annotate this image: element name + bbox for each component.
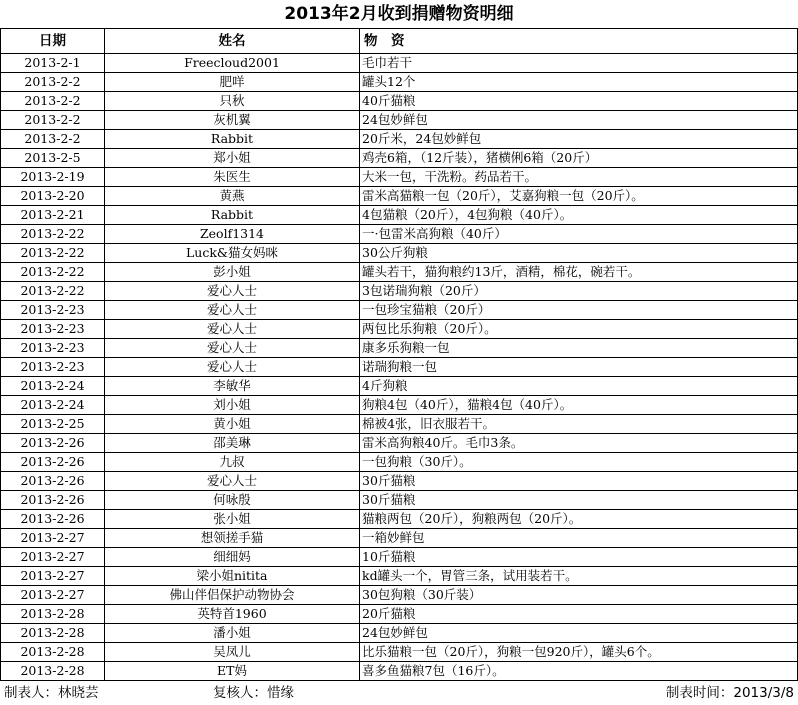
cell-name: 吴凤儿 — [105, 643, 360, 662]
cell-date: 2013-2-28 — [1, 643, 105, 662]
cell-items: 一箱妙鲜包 — [360, 529, 798, 548]
cell-name: 邵美琳 — [105, 434, 360, 453]
cell-name: 何咏殷 — [105, 491, 360, 510]
cell-name: 爱心人士 — [105, 339, 360, 358]
cell-name: Freecloud2001 — [105, 54, 360, 73]
cell-items: 比乐猫粮一包（20斤），狗粮一包920斤），罐头6个。 — [360, 643, 798, 662]
cell-name: 爱心人士 — [105, 301, 360, 320]
cell-items: 罐头12个 — [360, 73, 798, 92]
header-name: 姓名 — [105, 29, 360, 54]
header-items: 物 资 — [360, 29, 798, 54]
cell-date: 2013-2-26 — [1, 491, 105, 510]
header-date: 日期 — [1, 29, 105, 54]
cell-items: 4包猫粮（20斤），4包狗粮（40斤）。 — [360, 206, 798, 225]
cell-date: 2013-2-28 — [1, 605, 105, 624]
cell-name: Luck&猫女妈咪 — [105, 244, 360, 263]
table-row — [1, 605, 798, 624]
cell-date: 2013-2-25 — [1, 415, 105, 434]
cell-name: 李敏华 — [105, 377, 360, 396]
cell-items: 4斤狗粮 — [360, 377, 798, 396]
table-row — [1, 472, 798, 491]
cell-name: 梁小姐nitita — [105, 567, 360, 586]
cell-date: 2013-2-19 — [1, 168, 105, 187]
table-row — [1, 434, 798, 453]
table-row — [1, 396, 798, 415]
date-label: 制表时间：2013/3/8 — [665, 685, 794, 701]
cell-name: 彭小姐 — [105, 263, 360, 282]
table-row — [1, 491, 798, 510]
cell-date: 2013-2-22 — [1, 263, 105, 282]
cell-date: 2013-2-28 — [1, 662, 105, 681]
cell-name: 刘小姐 — [105, 396, 360, 415]
table-row — [1, 567, 798, 586]
cell-date: 2013-2-22 — [1, 282, 105, 301]
cell-date: 2013-2-27 — [1, 529, 105, 548]
cell-date: 2013-2-26 — [1, 453, 105, 472]
cell-name: 想领搓手猫 — [105, 529, 360, 548]
table-body — [1, 54, 798, 681]
table-row — [1, 377, 798, 396]
cell-date: 2013-2-27 — [1, 586, 105, 605]
cell-name: 肥咩 — [105, 73, 360, 92]
cell-name: 灰机翼 — [105, 111, 360, 130]
cell-date: 2013-2-2 — [1, 111, 105, 130]
cell-date: 2013-2-2 — [1, 92, 105, 111]
cell-items: 两包比乐狗粮（20斤）。 — [360, 320, 798, 339]
cell-items: 20斤米，24包妙鲜包 — [360, 130, 798, 149]
cell-items: 20斤猫粮 — [360, 605, 798, 624]
table-row — [1, 149, 798, 168]
table-row — [1, 586, 798, 605]
cell-date: 2013-2-23 — [1, 320, 105, 339]
cell-items: 40斤猫粮 — [360, 92, 798, 111]
table-row — [1, 73, 798, 92]
cell-items: kd罐头一个，胃管三条，试用装若干。 — [360, 567, 798, 586]
table-row — [1, 225, 798, 244]
cell-items: 30公斤狗粮 — [360, 244, 798, 263]
cell-name: 佛山伴侣保护动物协会 — [105, 586, 360, 605]
cell-name: 爱心人士 — [105, 320, 360, 339]
cell-name: 细细妈 — [105, 548, 360, 567]
cell-date: 2013-2-2 — [1, 130, 105, 149]
table-row — [1, 168, 798, 187]
cell-date: 2013-2-21 — [1, 206, 105, 225]
cell-date: 2013-2-27 — [1, 567, 105, 586]
cell-items: 一·包雷米高狗粮（40斤） — [360, 225, 798, 244]
cell-items: 3包诺瑞狗粮（20斤） — [360, 282, 798, 301]
table-row — [1, 548, 798, 567]
cell-name: 张小姐 — [105, 510, 360, 529]
table-row — [1, 339, 798, 358]
cell-date: 2013-2-1 — [1, 54, 105, 73]
table-row — [1, 662, 798, 681]
cell-items: 毛巾若干 — [360, 54, 798, 73]
cell-items: 10斤猫粮 — [360, 548, 798, 567]
table-row — [1, 92, 798, 111]
cell-name: 潘小姐 — [105, 624, 360, 643]
table-row — [1, 206, 798, 225]
cell-date: 2013-2-24 — [1, 377, 105, 396]
cell-name: Rabbit — [105, 130, 360, 149]
cell-date: 2013-2-28 — [1, 624, 105, 643]
cell-date: 2013-2-22 — [1, 225, 105, 244]
cell-name: Zeolf1314 — [105, 225, 360, 244]
cell-items: 狗粮4包（40斤），猫粮4包（40斤）。 — [360, 396, 798, 415]
cell-items: 喜多鱼猫粮7包（16斤）。 — [360, 662, 798, 681]
table-row — [1, 244, 798, 263]
cell-date: 2013-2-22 — [1, 244, 105, 263]
table-row — [1, 54, 798, 73]
table-row — [1, 111, 798, 130]
table-row — [1, 130, 798, 149]
cell-items: 罐头若干，猫狗粮约13斤，酒精，棉花，碗若干。 — [360, 263, 798, 282]
sheet-title: 2013年2月收到捐赠物资明细 — [284, 4, 514, 24]
cell-date: 2013-2-23 — [1, 301, 105, 320]
table-row — [1, 453, 798, 472]
cell-items: 24包妙鲜包 — [360, 111, 798, 130]
table-row — [1, 320, 798, 339]
cell-date: 2013-2-24 — [1, 396, 105, 415]
cell-items: 大米一包，干洗粉。药品若干。 — [360, 168, 798, 187]
cell-name: ET妈 — [105, 662, 360, 681]
table-row — [1, 415, 798, 434]
table-row — [1, 529, 798, 548]
table-row — [1, 187, 798, 206]
table-row — [1, 358, 798, 377]
cell-name: 九叔 — [105, 453, 360, 472]
cell-items: 鸡壳6箱，（12斤装），猪横俐6箱（20斤） — [360, 149, 798, 168]
table-row — [1, 282, 798, 301]
cell-date: 2013-2-2 — [1, 73, 105, 92]
header-row — [1, 29, 798, 54]
cell-items: 30斤猫粮 — [360, 491, 798, 510]
cell-name: 黄小姐 — [105, 415, 360, 434]
table-row — [1, 301, 798, 320]
cell-items: 一包狗粮（30斤）。 — [360, 453, 798, 472]
table-row — [1, 263, 798, 282]
cell-date: 2013-2-23 — [1, 339, 105, 358]
cell-date: 2013-2-5 — [1, 149, 105, 168]
cell-date: 2013-2-26 — [1, 434, 105, 453]
cell-name: 郑小姐 — [105, 149, 360, 168]
cell-date: 2013-2-20 — [1, 187, 105, 206]
cell-items: 棉被4张，旧衣服若干。 — [360, 415, 798, 434]
table-row — [1, 643, 798, 662]
cell-items: 猫粮两包（20斤），狗粮两包（20斤）。 — [360, 510, 798, 529]
cell-items: 雷米高狗粮40斤。毛巾3条。 — [360, 434, 798, 453]
cell-items: 诺瑞狗粮一包 — [360, 358, 798, 377]
table-row — [1, 510, 798, 529]
cell-date: 2013-2-26 — [1, 510, 105, 529]
cell-name: 黄燕 — [105, 187, 360, 206]
table-row — [1, 624, 798, 643]
cell-items: 30包狗粮（30斤装） — [360, 586, 798, 605]
sheet-footer — [0, 682, 798, 704]
cell-date: 2013-2-23 — [1, 358, 105, 377]
cell-name: 爱心人士 — [105, 358, 360, 377]
cell-name: 朱医生 — [105, 168, 360, 187]
cell-name: 爱心人士 — [105, 282, 360, 301]
maker-label: 制表人：林晓芸 — [4, 685, 99, 701]
cell-date: 2013-2-27 — [1, 548, 105, 567]
checker-label: 复核人：惜缘 — [213, 685, 294, 701]
donation-table — [0, 28, 798, 681]
cell-name: 爱心人士 — [105, 472, 360, 491]
cell-items: 一包珍宝猫粮（20斤） — [360, 301, 798, 320]
cell-items: 24包妙鲜包 — [360, 624, 798, 643]
cell-name: 只秋 — [105, 92, 360, 111]
cell-items: 康多乐狗粮一包 — [360, 339, 798, 358]
cell-items: 雷米高猫粮一包（20斤），艾嘉狗粮一包（20斤）。 — [360, 187, 798, 206]
cell-items: 30斤猫粮 — [360, 472, 798, 491]
cell-date: 2013-2-26 — [1, 472, 105, 491]
cell-name: 英特首1960 — [105, 605, 360, 624]
cell-name: Rabbit — [105, 206, 360, 225]
